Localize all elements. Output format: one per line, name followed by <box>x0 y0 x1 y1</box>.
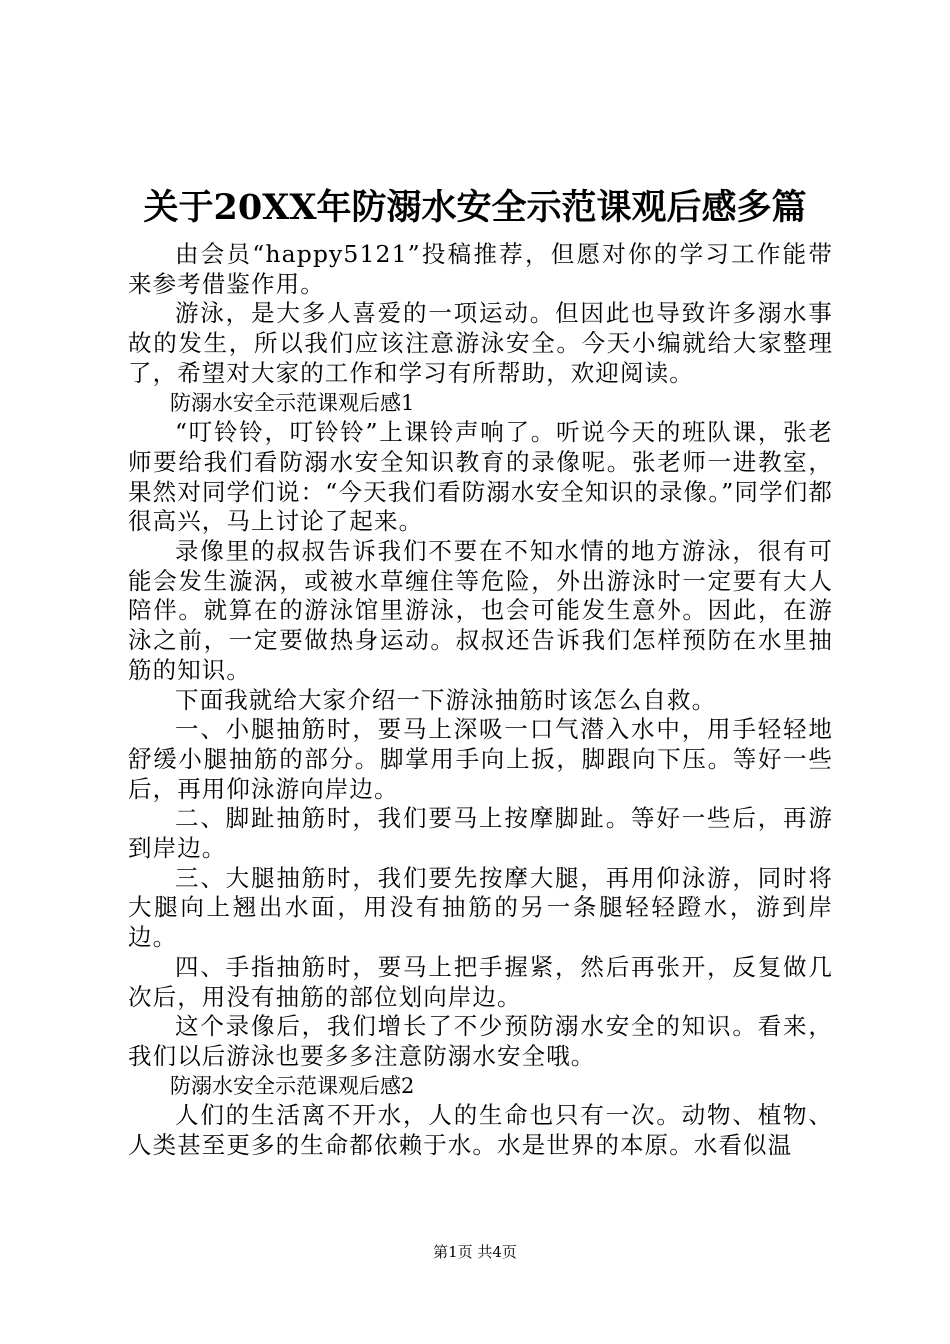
paragraph: 一、小腿抽筋时，要马上深吸一口气潜入水中，用手轻轻地舒缓小腿抽筋的部分。脚掌用手向上扳，脚跟向下压。等好一些后，再用仰泳游向岸边。 <box>128 715 833 803</box>
paragraph: 人们的生活离不开水，人的生命也只有一次。动物、植物、人类甚至更多的生命都依赖于水。水是世界的本原。水看似温 <box>128 1101 833 1160</box>
section-heading-2: 防溺水安全示范课观后感2 <box>170 1073 415 1098</box>
page-footer: 第1页 共4页 <box>433 1243 517 1261</box>
paragraph: 二、脚趾抽筋时，我们要马上按摩脚趾。等好一些后，再游到岸边。 <box>128 804 833 863</box>
paragraph-intro: 由会员“happy5121”投稿推荐，但愿对你的学习工作能带来参考借鉴作用。 <box>128 240 833 298</box>
paragraph: 四、手指抽筋时，要马上把手握紧，然后再张开，反复做几次后，用没有抽筋的部位划向岸边。 <box>128 952 833 1011</box>
paragraph: “叮铃铃，叮铃铃”上课铃声响了。听说今天的班队课，张老师要给我们看防溺水安全知识教育的录像呢。张老师一进教室，果然对同学们说：“今天我们看防溺水安全知识的录像。”同学们都很高兴，马上讨论了起来。 <box>128 418 833 536</box>
paragraph-summary: 游泳，是大多人喜爱的一项运动。但因此也导致许多溺水事故的发生，所以我们应该注意游泳安全。今天小编就给大家整理了，希望对大家的工作和学习有所帮助，欢迎阅读。 <box>128 299 833 387</box>
section-heading-1: 防溺水安全示范课观后感1 <box>170 390 415 415</box>
paragraph: 下面我就给大家介绍一下游泳抽筋时该怎么自救。 <box>175 685 717 714</box>
document-title: 关于20XX年防溺水安全示范课观后感多篇 <box>143 187 807 228</box>
paragraph: 这个录像后，我们增长了不少预防溺水安全的知识。看来，我们以后游泳也要多多注意防溺水安全哦。 <box>128 1012 833 1070</box>
paragraph: 三、大腿抽筋时，我们要先按摩大腿，再用仰泳游，同时将大腿向上翘出水面，用没有抽筋的另一条腿轻轻蹬水，游到岸边。 <box>128 863 833 952</box>
paragraph: 录像里的叔叔告诉我们不要在不知水情的地方游泳，很有可能会发生漩涡，或被水草缠住等危险，外出游泳时一定要有大人陪伴。就算在的游泳馆里游泳，也会可能发生意外。因此，在游泳之前，一定要做热身运动。叔叔还告诉我们怎样预防在水里抽筋的知识。 <box>128 537 833 684</box>
document-body <box>128 240 833 1161</box>
